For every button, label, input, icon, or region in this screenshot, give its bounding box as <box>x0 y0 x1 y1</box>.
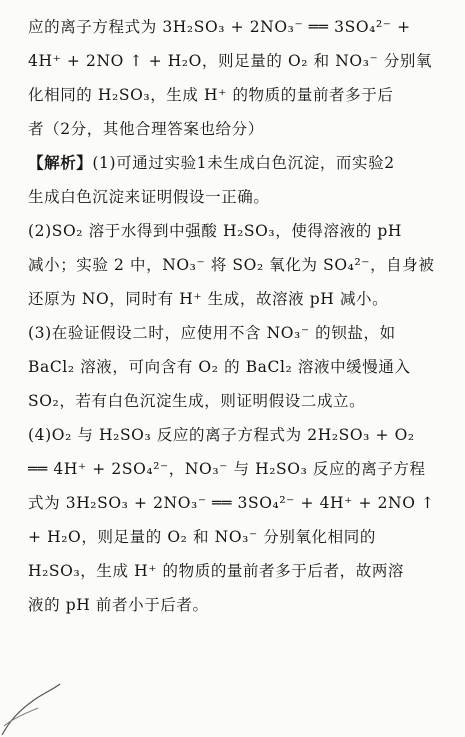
analysis-line <box>28 146 448 180</box>
text-line-9: 还原为 NO，同时有 H⁺ 生成，故溶液 pH 减小。 <box>28 290 389 308</box>
text-line-7: (2)SO₂ 溶于水得到中强酸 H₂SO₃，使得溶液的 pH <box>28 222 402 240</box>
text-line-4: 者（2分，其他合理答案也给分） <box>28 120 264 138</box>
pen-scribble-mark <box>0 660 70 737</box>
text-line-16: + H₂O，则足量的 O₂ 和 NO₃⁻ 分别氧化相同的 <box>28 528 376 546</box>
text-line-8: 减小；实验 2 中，NO₃⁻ 将 SO₂ 氧化为 SO₄²⁻，自身被 <box>28 256 435 274</box>
answer-text <box>28 10 448 622</box>
text-line-15: 式为 3H₂SO₃ + 2NO₃⁻ ══ 3SO₄²⁻ + 4H⁺ + 2NO ↑ <box>28 494 435 512</box>
text-line-10: (3)在验证假设二时，应使用不含 NO₃⁻ 的钡盐，如 <box>28 324 396 342</box>
text-line-2: 4H⁺ + 2NO ↑ + H₂O，则足量的 O₂ 和 NO₃⁻ 分别氧 <box>28 52 433 70</box>
text-line-14: ══ 4H⁺ + 2SO₄²⁻，NO₃⁻ 与 H₂SO₃ 反应的离子方程 <box>28 460 426 478</box>
part1-prefix: (1) <box>92 154 117 172</box>
text-line-17: H₂SO₃，生成 H⁺ 的物质的量前者多于后者，故两溶 <box>28 562 405 580</box>
text-line-5: 可通过实验1未生成白色沉淀，而实验2 <box>116 154 395 172</box>
text-line-13: (4)O₂ 与 H₂SO₃ 反应的离子方程式为 2H₂SO₃ + O₂ <box>28 426 415 444</box>
text-line-1: 应的离子方程式为 3H₂SO₃ + 2NO₃⁻ ══ 3SO₄²⁻ + <box>28 18 411 36</box>
text-line-11: BaCl₂ 溶液，可向含有 O₂ 的 BaCl₂ 溶液中缓慢通入 <box>28 358 411 376</box>
analysis-label: 【解析】 <box>28 154 93 172</box>
text-line-18: 液的 pH 前者小于后者。 <box>28 596 209 614</box>
text-line-12: SO₂，若有白色沉淀生成，则证明假设二成立。 <box>28 392 366 410</box>
text-line-3: 化相同的 H₂SO₃，生成 H⁺ 的物质的量前者多于后 <box>28 86 394 104</box>
text-line-6: 生成白色沉淀来证明假设一正确。 <box>28 188 270 206</box>
